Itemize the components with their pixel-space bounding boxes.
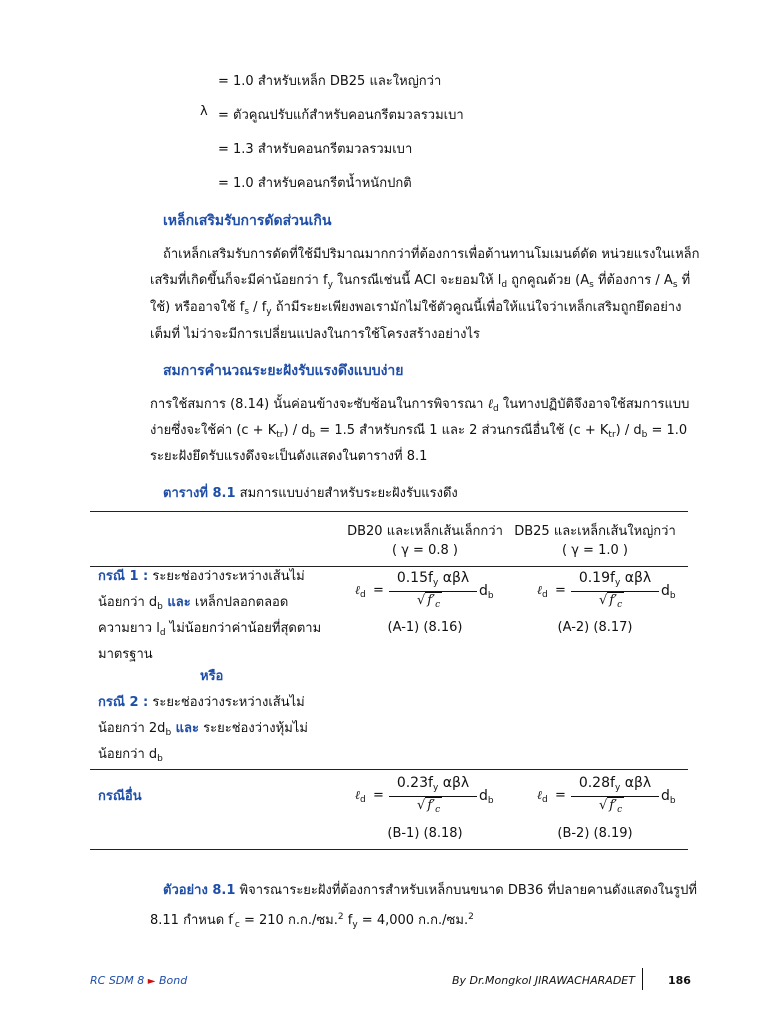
def-line-4: = 1.0 สำหรับคอนกรีตน้ำหนักปกติ [218, 176, 412, 191]
formula-a2: ℓ$_d$ = $0.19f_y$ αβλ √ $f'_c$ $d_b$ [537, 570, 676, 610]
equation-ref-a1: (A-1) (8.16) [387, 620, 463, 635]
case2-line: น้อยกว่า $2d_b$ และ ระยะช่องว่างหุ้มไม่ [98, 721, 308, 738]
paragraph-line: เต็มที่ ไม่ว่าจะมีการเปลี่ยนแปลงในการใช้โครงสร้างอย่างไร [150, 327, 481, 342]
equation-ref-b1: (B-1) (8.18) [387, 826, 463, 841]
def-line-1: = 1.0 สำหรับเหล็ก DB25 และใหญ่กว่า [218, 74, 442, 89]
paragraph-line: ถ้าเหล็กเสริมรับการดัดที่ใช้มีปริมาณมากกว่าที่ต้องการเพื่อต้านทานโมเมนต์ดัด หน่วยแรงในเหล็ก [163, 247, 700, 262]
lambda-symbol: λ [200, 104, 208, 119]
example-line: ตัวอย่าง 8.1 พิจารณาระยะฝังที่ต้องการสำหรับเหล็กบนขนาด DB36 ที่ปลายคานดังแสดงในรูปที่ [163, 883, 697, 898]
section-heading-excess-reinforcement: เหล็กเสริมรับการดัดส่วนเกิน [163, 213, 332, 229]
paragraph-line: ระยะฝังยึดรับแรงดึงจะเป็นดังแสดงในตารางที่ 8.1 [150, 449, 428, 464]
section-heading-simplified-equation: สมการคำนวณระยะฝังรับแรงดึงแบบง่าย [163, 363, 404, 379]
table-mid-rule [90, 769, 688, 770]
paragraph-line: การใช้สมการ (8.14) นั้นค่อนข้างจะซับซ้อนในการพิจารณา ℓ$_d$ ในทางปฏิบัติจึงอาจใช้สมการแบบ [150, 397, 690, 414]
case1-line: มาตรฐาน [98, 647, 153, 662]
column-header-db25-gamma: ( γ = 1.0 ) [562, 543, 628, 558]
equation-ref-b2: (B-2) (8.19) [557, 826, 633, 841]
table-bottom-rule [90, 849, 688, 850]
table-caption: ตารางที่ 8.1 สมการแบบง่ายสำหรับระยะฝังรับแรงดึง [163, 486, 458, 501]
case1-line: กรณี 1 : ระยะช่องว่างระหว่างเส้นไม่ [98, 569, 305, 584]
footer-author: By Dr.Mongkol JIRAWACHARADET [452, 974, 635, 987]
column-header-db20: DB20 และเหล็กเส้นเล็กกว่า [347, 524, 503, 539]
other-cases-label: กรณีอื่น [98, 789, 142, 804]
column-header-db25: DB25 และเหล็กเส้นใหญ่กว่า [514, 524, 676, 539]
def-line-2: = ตัวคูณปรับแก้สำหรับคอนกรีตมวลรวมเบา [218, 108, 464, 123]
paragraph-line: เสริมที่เกิดขึ้นก็จะมีค่าน้อยกว่า $f_y$ ในกรณีเช่นนี้ ACI จะยอมให้ $l_d$ ถูกคูณด้วย ($A_s$ ที่ต้องการ / $A_s$ ที่ [150, 273, 691, 290]
table-top-rule [90, 511, 688, 512]
paragraph-line: ใช้) หรืออาจใช้ $f_s / f_y$ ถ้ามีระยะเพียงพอเรามักไม่ใช้ตัวคูณนี้เพื่อให้แน่ใจว่าเหล็กเสริมถูกยึดอย่าง [150, 300, 682, 317]
equation-ref-a2: (A-2) (8.17) [557, 620, 633, 635]
def-line-3: = 1.3 สำหรับคอนกรีตมวลรวมเบา [218, 142, 413, 157]
case1-line: น้อยกว่า $d_b$ และ เหล็กปลอกตลอด [98, 595, 289, 612]
paragraph-line: ง่ายซึ่งจะใช้ค่า $(c + K_{tr}) / d_b = 1.5$ สำหรับกรณี 1 และ 2 ส่วนกรณีอื่นใช้ $(c + K_{tr}) / d_b = 1.0$ [150, 423, 688, 440]
page-number: 186 [668, 974, 691, 987]
formula-b2: ℓ$_d$ = $0.28f_y$ αβλ √ $f'_c$ $d_b$ [537, 775, 676, 815]
footer-divider [642, 968, 643, 990]
case2-line: น้อยกว่า $d_b$ [98, 747, 163, 764]
or-label: หรือ [200, 669, 224, 684]
arrow-icon: ► [147, 976, 156, 987]
case1-line: ความยาว $l_d$ ไม่น้อยกว่าค่าน้อยที่สุดตาม [98, 621, 322, 638]
formula-b1: ℓ$_d$ = $0.23f_y$ αβλ √ $f'_c$ $d_b$ [355, 775, 494, 815]
example-line: 8.11 กำหนด $f'_c = 210$ ก.ก./ซม.$^2$ $f_y = 4,000$ ก.ก./ซม.$^2$ [150, 912, 474, 930]
formula-a1: ℓ$_d$ = $0.15f_y$ αβλ √ $f'_c$ $d_b$ [355, 570, 494, 610]
column-header-db20-gamma: ( γ = 0.8 ) [392, 543, 458, 558]
footer-chapter: RC SDM 8 ► Bond [90, 974, 188, 987]
case2-line: กรณี 2 : ระยะช่องว่างระหว่างเส้นไม่ [98, 695, 305, 710]
